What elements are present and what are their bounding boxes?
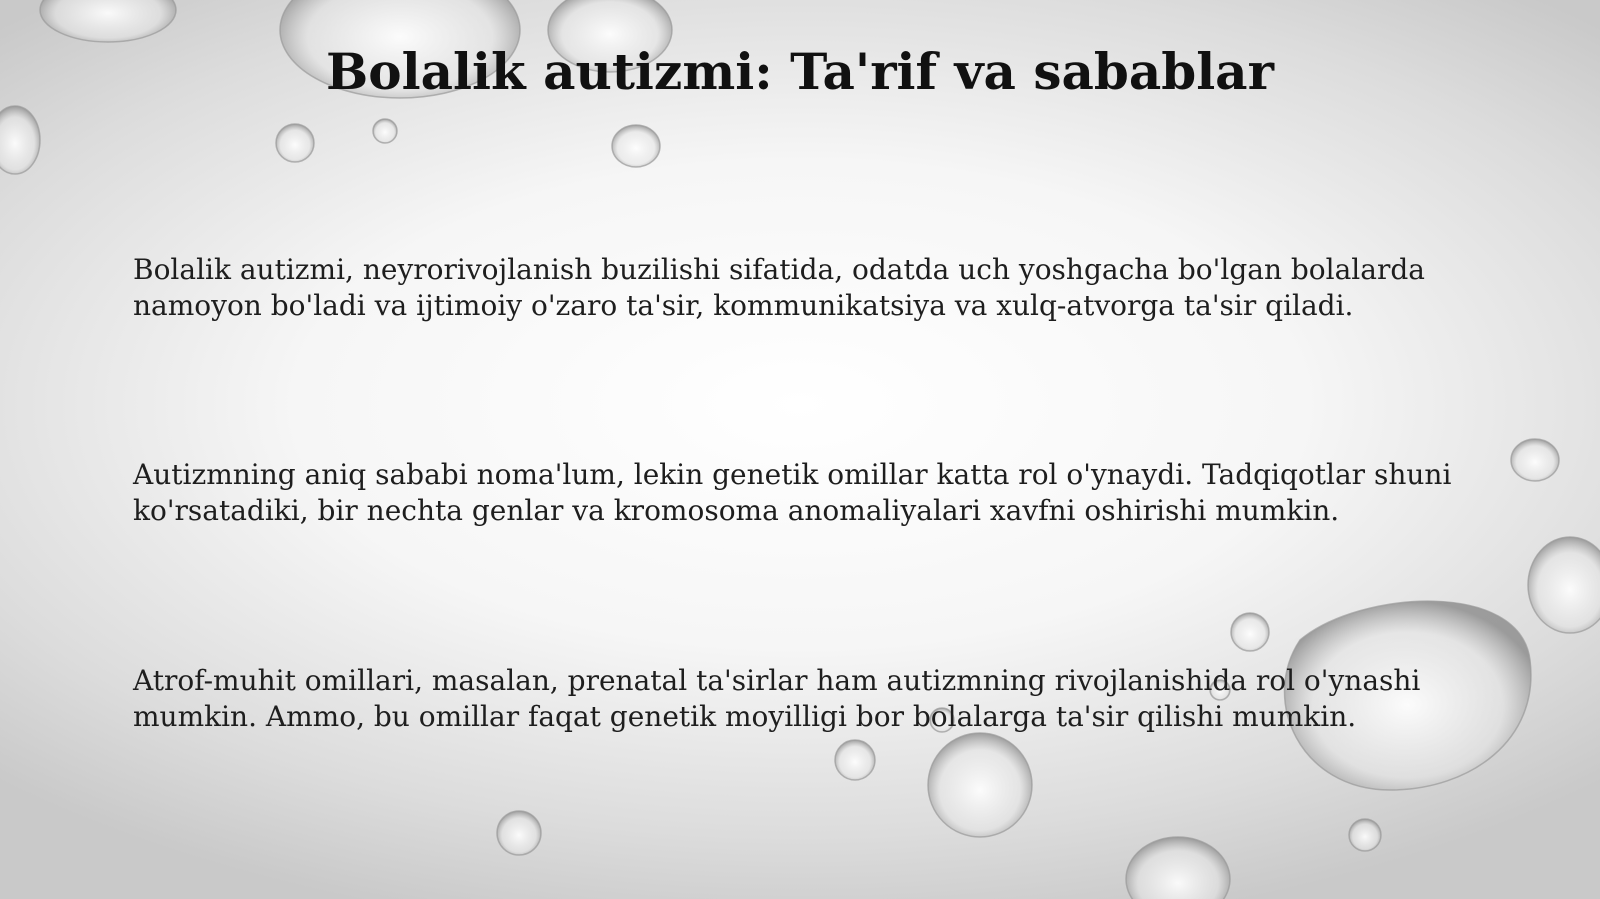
paragraph-definition: Bolalik autizmi, neyrorivojlanish buzilishi sifatida, odatda uch yoshgacha bo'lgan bolalarda namoyon bo'ladi va ijtimoiy o'zaro ta'sir, kommunikatsiya va xulq-atvorga ta'sir qiladi. xyxy=(133,253,1425,322)
paragraph-genetic-causes: Autizmning aniq sababi noma'lum, lekin genetik omillar katta rol o'ynaydi. Tadqiqotlar shuni ko'rsatadiki, bir nechta genlar va kromosoma anomaliyalari xavfni oshirishi mumkin. xyxy=(133,458,1452,527)
slide-title: Bolalik autizmi: Ta'rif va sabablar xyxy=(326,42,1274,101)
paragraph-environmental-causes: Atrof-muhit omillari, masalan, prenatal ta'sirlar ham autizmning rivojlanishida rol o'ynashi mumkin. Ammo, bu omillar faqat genetik moyilligi bor bolalarga ta'sir qilishi mumkin. xyxy=(133,664,1421,733)
